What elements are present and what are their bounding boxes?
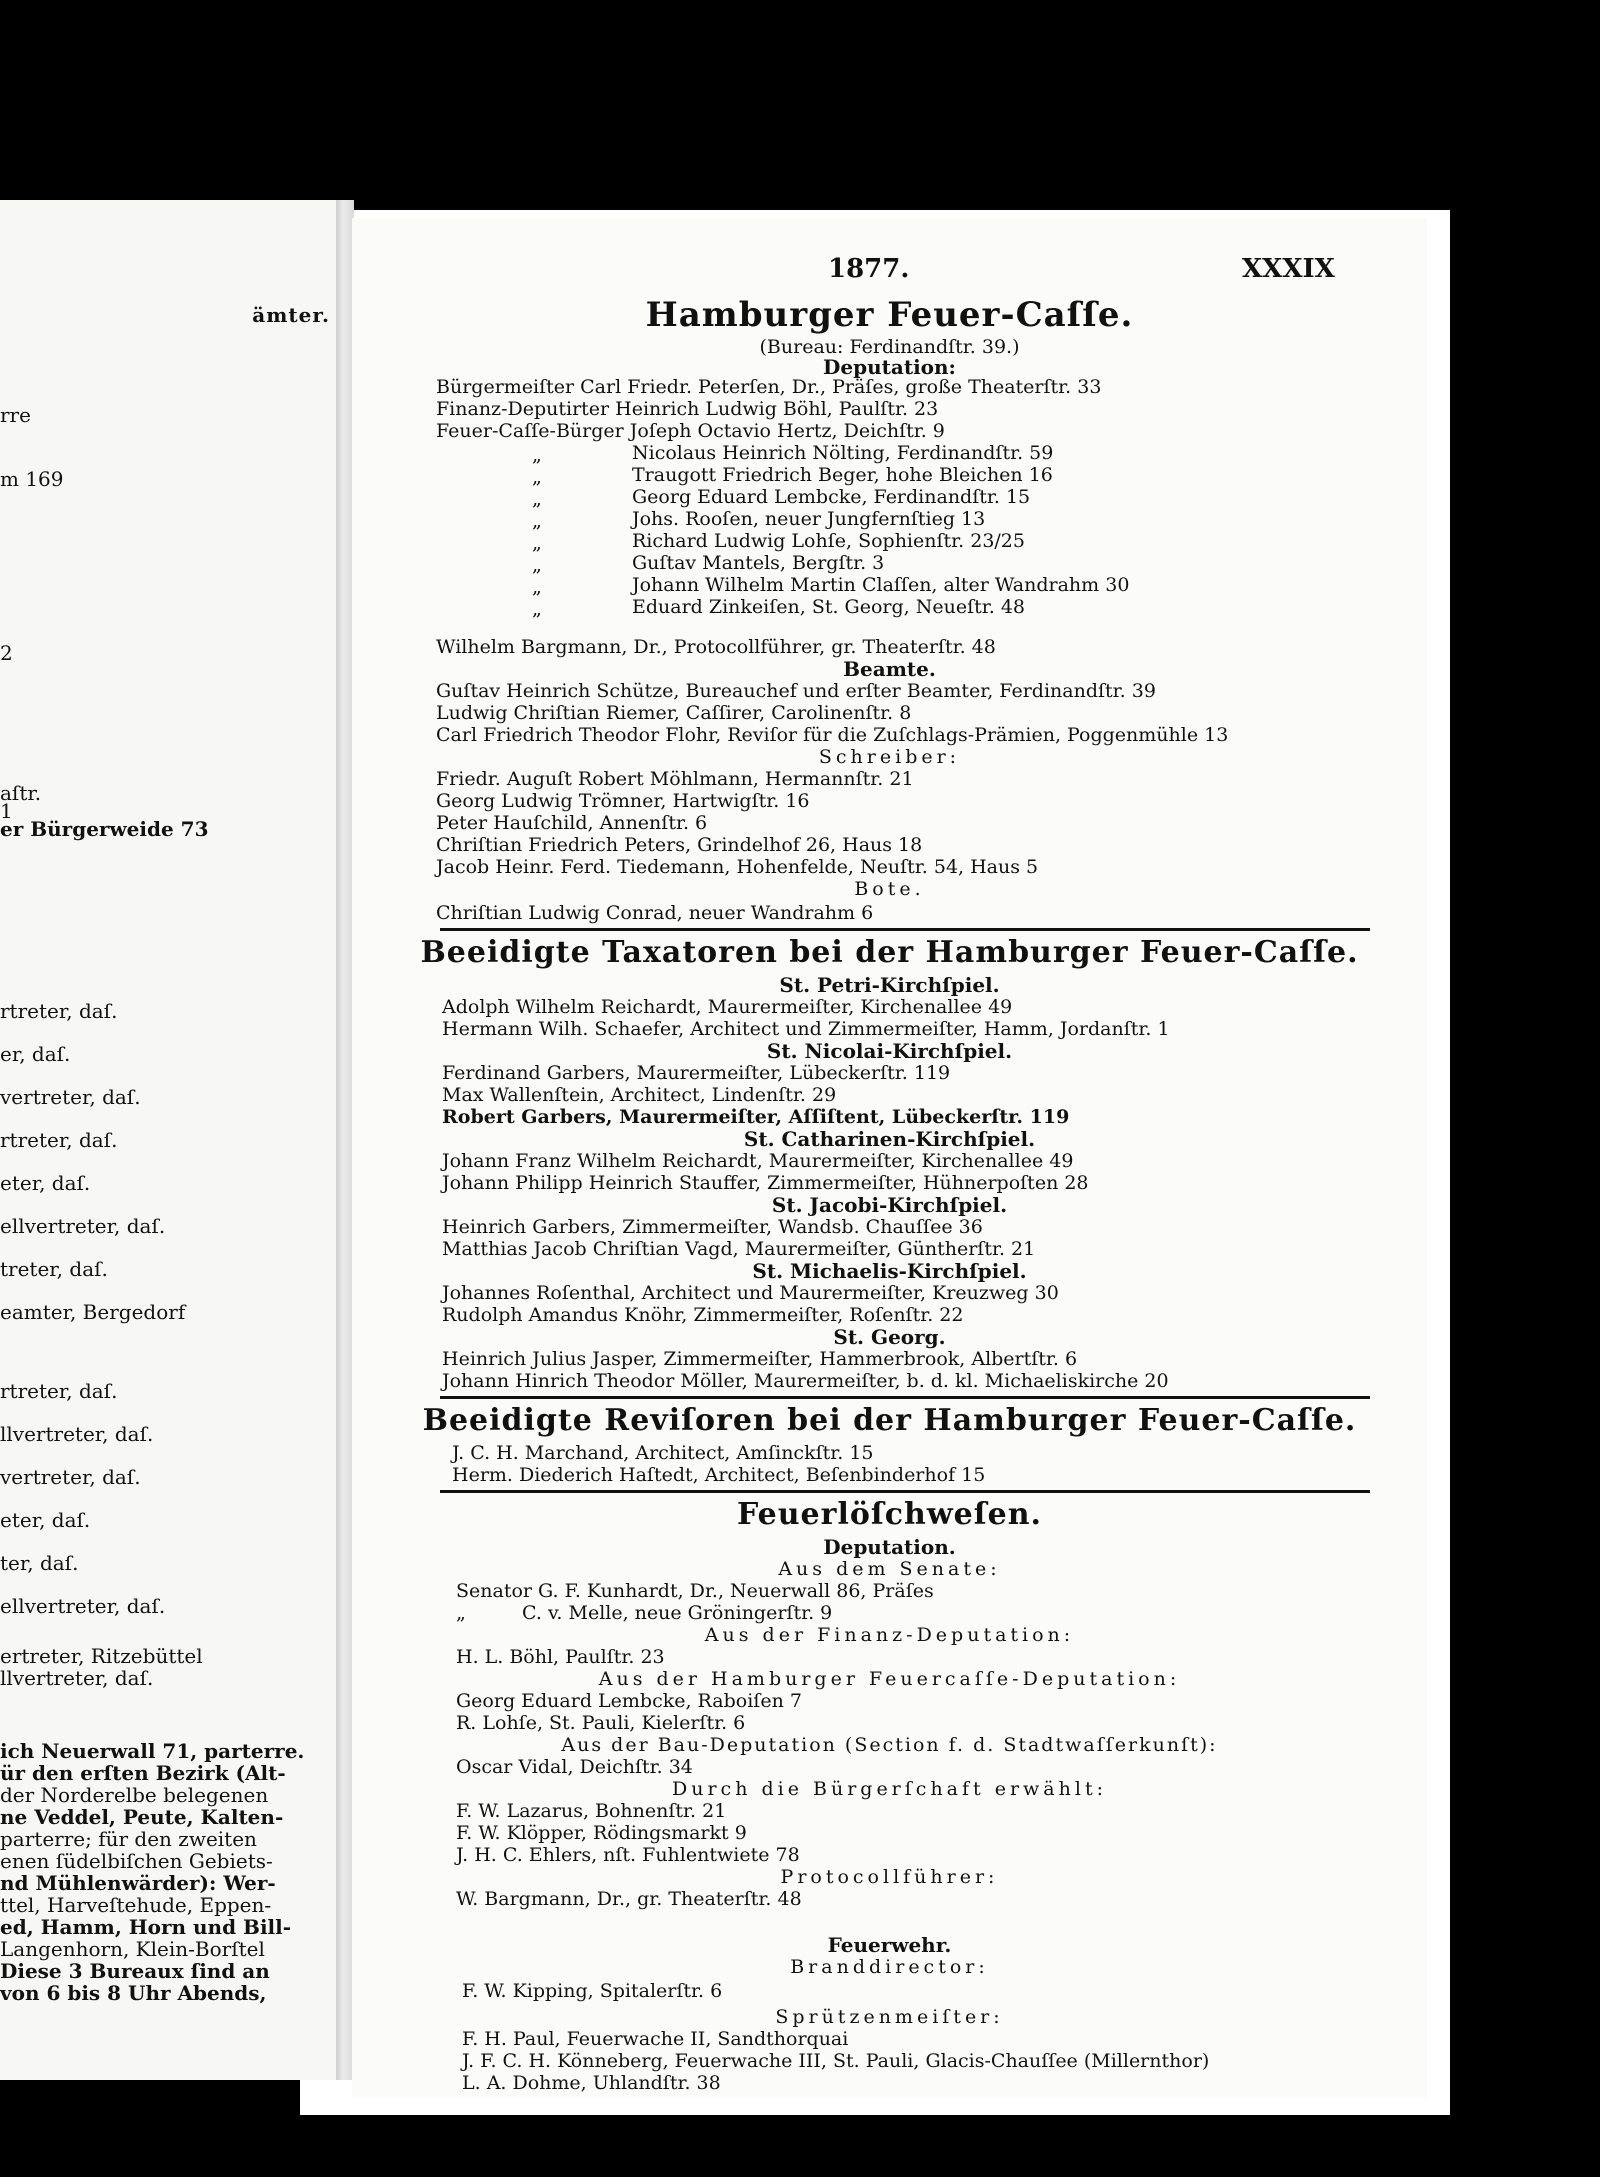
schreiber-entry: Friedr. Auguſt Robert Möhlmann, Hermannſtr. 21 bbox=[436, 768, 914, 790]
left-line: treter, daſ. bbox=[0, 1257, 108, 1281]
ditto-mark: „ bbox=[532, 488, 542, 510]
taxator-entry: Johann Philipp Heinrich Stauffer, Zimmermeiſter, Hühnerpoſten 28 bbox=[442, 1172, 1089, 1194]
spruetzenmeister-heading: Sprützenmeiſter: bbox=[775, 2006, 1004, 2028]
left-line: ellvertreter, daſ. bbox=[0, 1594, 166, 1618]
spruetzenmeister-entry: F. H. Paul, Feuerwache II, Sandthorquai bbox=[462, 2028, 849, 2050]
scan-border-right bbox=[1450, 0, 1600, 2177]
left-line: ich Neuerwall 71, parterre. bbox=[0, 1739, 305, 1763]
beamte-heading: Beamte. bbox=[843, 657, 936, 681]
group-heading: Aus der Finanz-Deputation: bbox=[704, 1624, 1075, 1646]
beamte-entry: Carl Friedrich Theodor Flohr, Reviſor für die Zuſchlags-Prämien, Poggenmühle 13 bbox=[436, 724, 1229, 746]
feuerloesch-entry: H. L. Böhl, Paulſtr. 23 bbox=[456, 1646, 665, 1668]
group-heading: Aus der Hamburger Feuercaſſe-Deputation: bbox=[598, 1668, 1181, 1690]
left-line: ter, daſ. bbox=[0, 1551, 79, 1575]
left-line: m 169 bbox=[0, 467, 64, 491]
ditto-mark: „ bbox=[532, 532, 542, 554]
scan-border-bottom bbox=[0, 2115, 1600, 2177]
deputation-heading: Deputation. bbox=[823, 1535, 956, 1559]
spruetzenmeister-entry: L. A. Dohme, Uhlandſtr. 38 bbox=[462, 2072, 721, 2094]
deputation-entry: Johann Wilhelm Martin Claſſen, alter Wandrahm 30 bbox=[632, 574, 1130, 596]
left-line: rtreter, daſ. bbox=[0, 1128, 118, 1152]
deputation-entry: Nicolaus Heinrich Nölting, Ferdinandſtr. 59 bbox=[632, 442, 1054, 464]
left-line: enen ſüdelbiſchen Gebiets- bbox=[0, 1849, 273, 1873]
schreiber-entry: Georg Ludwig Trömner, Hartwigſtr. 16 bbox=[436, 790, 810, 812]
taxator-entry: Johann Hinrich Theodor Möller, Maurermeiſter, b. d. kl. Michaeliskirche 20 bbox=[442, 1370, 1169, 1392]
left-line: aſtr. bbox=[0, 781, 42, 805]
left-line: Langenhorn, Klein-Borſtel bbox=[0, 1937, 265, 1961]
deputation-entry: Traugott Friedrich Beger, hohe Bleichen 16 bbox=[632, 464, 1053, 486]
group-heading: Aus dem Senate: bbox=[778, 1558, 1001, 1580]
parish-heading: St. Catharinen-Kirchſpiel. bbox=[743, 1127, 1036, 1151]
bote-entry: Chriſtian Ludwig Conrad, neuer Wandrahm 6 bbox=[436, 902, 874, 924]
left-line: der Norderelbe belegenen bbox=[0, 1783, 269, 1807]
feuerloesch-entry: C. v. Melle, neue Gröningerſtr. 9 bbox=[522, 1602, 833, 1624]
deputation-entry: Finanz-Deputirter Heinrich Ludwig Böhl, Paulſtr. 23 bbox=[436, 398, 939, 420]
beamte-entry: Guſtav Heinrich Schütze, Bureauchef und erſter Beamter, Ferdinandſtr. 39 bbox=[436, 680, 1156, 702]
section-title-taxatoren: Beeidigte Taxatoren bei der Hamburger Feuer-Caſſe. bbox=[420, 935, 1359, 970]
left-line: 1 bbox=[0, 799, 13, 823]
left-line: eamter, Bergedorf bbox=[0, 1300, 186, 1324]
left-page bbox=[0, 200, 338, 2080]
left-line: von 6 bis 8 Uhr Abends, bbox=[0, 1981, 267, 2005]
left-line: ttel, Harveſtehude, Eppen- bbox=[0, 1893, 272, 1917]
left-line: ür den erſten Bezirk (Alt- bbox=[0, 1761, 286, 1785]
section-divider bbox=[440, 1396, 1370, 1399]
parish-heading: St. Michaelis-Kirchſpiel. bbox=[752, 1259, 1027, 1283]
section-title-feuer-casse: Hamburger Feuer-Caſſe. bbox=[645, 295, 1134, 335]
taxator-entry: Max Wallenſtein, Architect, Lindenſtr. 29 bbox=[442, 1084, 837, 1106]
left-line: er, daſ. bbox=[0, 1042, 71, 1066]
left-line: nd Mühlenwärder): Wer- bbox=[0, 1871, 276, 1895]
ditto-mark: „ bbox=[532, 466, 542, 488]
feuerloesch-entry: W. Bargmann, Dr., gr. Theaterſtr. 48 bbox=[456, 1888, 802, 1910]
section-title-feuerloeschwesen: Feuerlöſchweſen. bbox=[737, 1497, 1042, 1532]
deputation-entry: Johs. Rooſen, neuer Jungfernſtieg 13 bbox=[632, 508, 986, 530]
taxator-entry: Ferdinand Garbers, Maurermeiſter, Lübeckerſtr. 119 bbox=[442, 1062, 951, 1084]
taxator-entry: Heinrich Garbers, Zimmermeiſter, Wandsb. Chauſſee 36 bbox=[442, 1216, 983, 1238]
bureau-address: (Bureau: Ferdinandſtr. 39.) bbox=[759, 336, 1020, 358]
feuerloesch-entry: F. W. Lazarus, Bohnenſtr. 21 bbox=[456, 1800, 727, 1822]
ditto-mark: „ bbox=[532, 554, 542, 576]
page-year: 1877. bbox=[828, 254, 910, 284]
section-title-revisoren: Beeidigte Reviſoren bei der Hamburger Feuer-Caſſe. bbox=[422, 1403, 1357, 1438]
feuerloesch-entry: F. W. Klöpper, Rödingsmarkt 9 bbox=[456, 1822, 747, 1844]
deputation-heading: Deputation: bbox=[823, 355, 956, 379]
revisor-entry: J. C. H. Marchand, Architect, Amſinckſtr. 15 bbox=[452, 1442, 874, 1464]
left-line: vertreter, daſ. bbox=[0, 1085, 141, 1109]
ditto-mark: „ bbox=[532, 598, 542, 620]
left-line: llvertreter, daſ. bbox=[0, 1666, 154, 1690]
ditto-mark: „ bbox=[532, 444, 542, 466]
deputation-entry: Eduard Zinkeiſen, St. Georg, Neueſtr. 48 bbox=[632, 596, 1026, 618]
section-divider bbox=[440, 928, 1370, 931]
ditto-mark: „ bbox=[456, 1602, 466, 1624]
taxator-entry: Rudolph Amandus Knöhr, Zimmermeiſter, Roſenſtr. 22 bbox=[442, 1304, 964, 1326]
taxator-entry: Hermann Wilh. Schaefer, Architect und Zimmermeiſter, Hamm, Jordanſtr. 1 bbox=[442, 1018, 1170, 1040]
branddirector-entry: F. W. Kipping, Spitalerſtr. 6 bbox=[462, 1980, 723, 2002]
ditto-mark: „ bbox=[532, 576, 542, 598]
schreiber-entry: Chriſtian Friedrich Peters, Grindelhof 26, Haus 18 bbox=[436, 834, 923, 856]
schreiber-entry: Jacob Heinr. Ferd. Tiedemann, Hohenfelde, Neuſtr. 54, Haus 5 bbox=[436, 856, 1039, 878]
group-heading: Aus der Bau-Deputation (Section f. d. Stadtwaſſerkunſt): bbox=[561, 1734, 1218, 1756]
left-line: ed, Hamm, Horn und Bill- bbox=[0, 1915, 292, 1939]
left-line: 2 bbox=[0, 641, 13, 665]
feuerloesch-entry: J. H. C. Ehlers, nſt. Fuhlentwiete 78 bbox=[456, 1844, 800, 1866]
left-line: Diese 3 Bureaux ſind an bbox=[0, 1959, 270, 1983]
left-line-heading: ämter. bbox=[252, 303, 330, 327]
left-line: parterre; für den zweiten bbox=[0, 1827, 257, 1851]
left-line: eter, daſ. bbox=[0, 1508, 91, 1532]
feuerloesch-entry: Oscar Vidal, Deichſtr. 34 bbox=[456, 1756, 693, 1778]
page-number: XXXIX bbox=[1242, 254, 1335, 284]
taxator-entry: Adolph Wilhelm Reichardt, Maurermeiſter, Kirchenallee 49 bbox=[442, 996, 1013, 1018]
feuerloesch-entry: Senator G. F. Kunhardt, Dr., Neuerwall 86, Präſes bbox=[456, 1580, 934, 1602]
taxator-entry: Robert Garbers, Maurermeiſter, Aſſiſtent, Lübeckerſtr. 119 bbox=[442, 1106, 1070, 1128]
branddirector-heading: Branddirector: bbox=[790, 1956, 989, 1978]
group-heading: Protocollführer: bbox=[780, 1866, 999, 1888]
right-page bbox=[352, 218, 1427, 2098]
deputation-entry: Georg Eduard Lembcke, Ferdinandſtr. 15 bbox=[632, 486, 1031, 508]
group-heading: Durch die Bürgerſchaft erwählt: bbox=[672, 1778, 1107, 1800]
deputation-entry: Richard Ludwig Lohſe, Sophienſtr. 23/25 bbox=[632, 530, 1025, 552]
taxator-entry: Johann Franz Wilhelm Reichardt, Maurermeiſter, Kirchenallee 49 bbox=[442, 1150, 1074, 1172]
schreiber-heading: Schreiber: bbox=[818, 746, 961, 768]
schreiber-entry: Peter Hauſchild, Annenſtr. 6 bbox=[436, 812, 708, 834]
feuerloesch-entry: Georg Eduard Lembcke, Raboiſen 7 bbox=[456, 1690, 802, 1712]
left-line: eter, daſ. bbox=[0, 1171, 91, 1195]
parish-heading: St. Jacobi-Kirchſpiel. bbox=[771, 1193, 1008, 1217]
bote-heading: Bote. bbox=[854, 878, 925, 900]
feuerwehr-heading: Feuerwehr. bbox=[827, 1933, 952, 1957]
deputation-entry: Bürgermeiſter Carl Friedr. Peterſen, Dr., Präſes, große Theaterſtr. 33 bbox=[436, 376, 1102, 398]
deputation-entry: Guſtav Mantels, Bergſtr. 3 bbox=[632, 552, 885, 574]
parish-heading: St. Nicolai-Kirchſpiel. bbox=[766, 1039, 1013, 1063]
left-line: vertreter, daſ. bbox=[0, 1465, 141, 1489]
parish-heading: St. Georg. bbox=[833, 1325, 946, 1349]
deputation-entry: Feuer-Caſſe-Bürger Joſeph Octavio Hertz, Deichſtr. 9 bbox=[436, 420, 945, 442]
left-line: ne Veddel, Peute, Kalten- bbox=[0, 1805, 284, 1829]
ditto-mark: „ bbox=[532, 510, 542, 532]
section-divider bbox=[440, 1490, 1370, 1493]
left-line: rtreter, daſ. bbox=[0, 999, 118, 1023]
parish-heading: St. Petri-Kirchſpiel. bbox=[779, 973, 1000, 997]
taxator-entry: Matthias Jacob Chriſtian Vagd, Maurermeiſter, Güntherſtr. 21 bbox=[442, 1238, 1036, 1260]
left-line: er Bürgerweide 73 bbox=[0, 817, 209, 841]
left-line: ertreter, Ritzebüttel bbox=[0, 1644, 203, 1668]
taxator-entry: Heinrich Julius Jasper, Zimmermeiſter, Hammerbrook, Albertſtr. 6 bbox=[442, 1348, 1078, 1370]
left-line: rtreter, daſ. bbox=[0, 1379, 118, 1403]
left-line: rre bbox=[0, 403, 31, 427]
left-line: ellvertreter, daſ. bbox=[0, 1214, 166, 1238]
spruetzenmeister-entry: J. F. C. H. Könneberg, Feuerwache III, St. Pauli, Glacis-Chauſſee (Millernthor) bbox=[462, 2050, 1210, 2072]
left-line: llvertreter, daſ. bbox=[0, 1422, 154, 1446]
beamte-entry: Ludwig Chriſtian Riemer, Caſſirer, Carolinenſtr. 8 bbox=[436, 702, 912, 724]
protocol-entry: Wilhelm Bargmann, Dr., Protocollführer, gr. Theaterſtr. 48 bbox=[436, 636, 996, 658]
revisor-entry: Herm. Diederich Haſtedt, Architect, Beſenbinderhof 15 bbox=[452, 1464, 986, 1486]
feuerloesch-entry: R. Lohſe, St. Pauli, Kielerſtr. 6 bbox=[456, 1712, 746, 1734]
taxator-entry: Johannes Roſenthal, Architect und Maurermeiſter, Kreuzweg 30 bbox=[442, 1282, 1059, 1304]
